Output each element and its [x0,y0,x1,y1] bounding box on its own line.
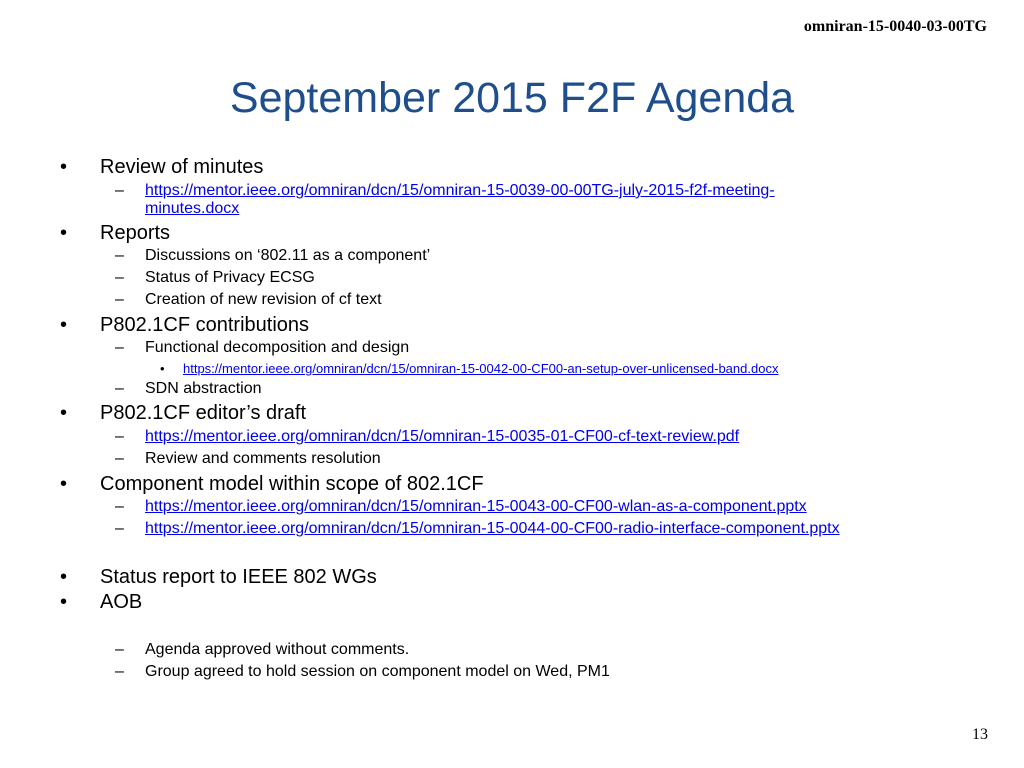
dash-marker: – [115,641,124,658]
slide-title: September 2015 F2F Agenda [229,74,795,122]
dash-marker: – [115,428,124,445]
bullet-marker: • [60,591,68,613]
report-item: Creation of new revision of cf text [145,291,382,308]
dash-marker: – [115,339,124,356]
page-number: 13 [972,726,988,743]
contribution-link[interactable]: https://mentor.ieee.org/omniran/dcn/15/omniran-15-0042-00-CF00-an-setup-over-unlicensed-band.docx [183,361,779,376]
agenda-item-contributions: P802.1CF contributions [100,314,310,336]
agenda-item-reports: Reports [100,222,171,244]
draft-link[interactable]: https://mentor.ieee.org/omniran/dcn/15/omniran-15-0035-01-CF00-cf-text-review.pdf [145,428,740,445]
agenda-item-aob: AOB [100,591,143,613]
dash-marker: – [115,450,124,467]
report-item: Discussions on ‘802.11 as a component’ [145,247,431,264]
minutes-link-line2[interactable]: minutes.docx [145,200,240,217]
note-item: Agenda approved without comments. [145,641,410,658]
bullet-marker: • [60,402,68,424]
bullet-marker: • [60,473,68,495]
contribution-item: Functional decomposition and design [145,339,410,356]
dash-marker: – [115,269,124,286]
dash-marker: – [115,247,124,264]
document-id: omniran-15-0040-03-00TG [803,18,987,35]
agenda-item-status-report: Status report to IEEE 802 WGs [100,566,377,588]
dash-marker: – [115,520,124,537]
dash-marker: – [115,182,124,199]
minutes-link-line1[interactable]: https://mentor.ieee.org/omniran/dcn/15/omniran-15-0039-00-00TG-july-2015-f2f-meeting- [145,182,775,199]
dash-marker: – [115,663,124,680]
sub-bullet-marker: • [160,361,165,376]
bullet-marker: • [60,222,68,244]
dash-marker: – [115,291,124,308]
contribution-item: SDN abstraction [145,380,262,397]
dash-marker: – [115,498,124,515]
component-link[interactable]: https://mentor.ieee.org/omniran/dcn/15/omniran-15-0043-00-CF00-wlan-as-a-component.pptx [145,498,807,515]
agenda-item-editors-draft: P802.1CF editor’s draft [100,402,307,424]
report-item: Status of Privacy ECSG [145,269,315,286]
agenda-item-component-model: Component model within scope of 802.1CF [100,473,484,495]
note-item: Group agreed to hold session on component model on Wed, PM1 [145,663,610,680]
dash-marker: – [115,380,124,397]
draft-item: Review and comments resolution [145,450,381,467]
component-link[interactable]: https://mentor.ieee.org/omniran/dcn/15/omniran-15-0044-00-CF00-radio-interface-component.pptx [145,520,840,537]
agenda-item-review: Review of minutes [100,156,264,178]
bullet-marker: • [60,156,68,178]
bullet-marker: • [60,566,68,588]
bullet-marker: • [60,314,68,336]
